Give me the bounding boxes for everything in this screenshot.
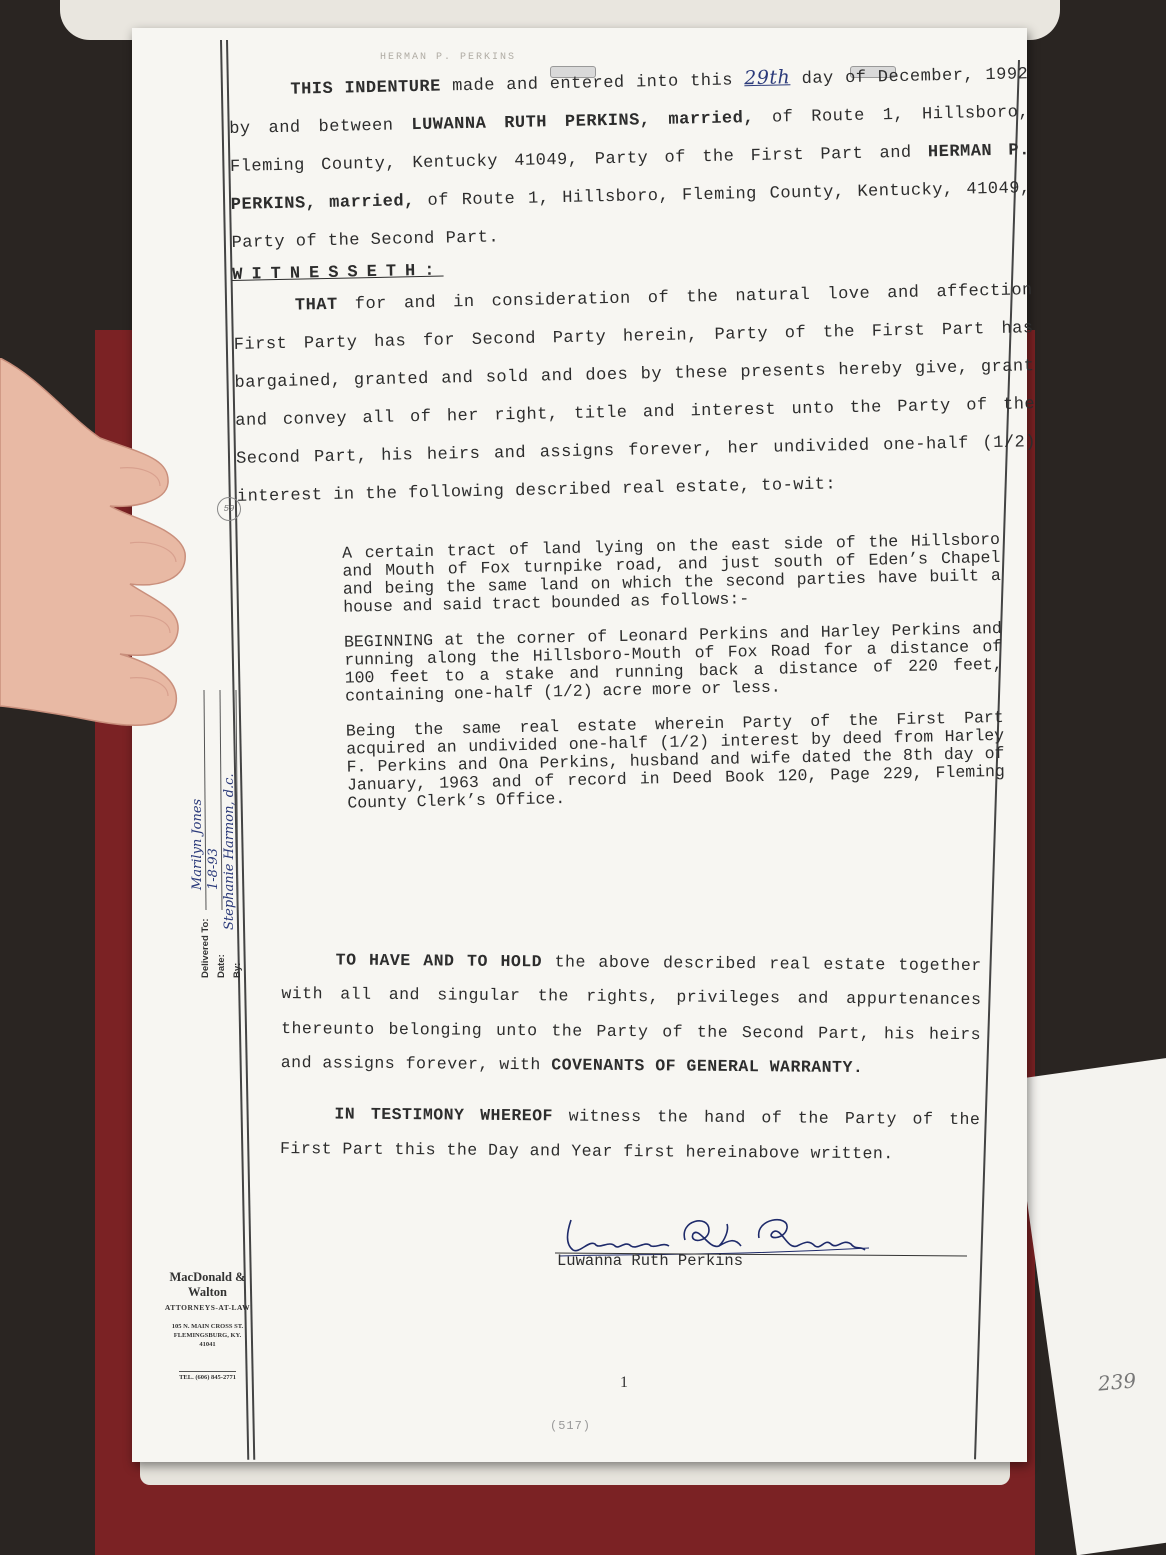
consideration-text: for and in consideration of the natural love and affection First Party has for Second Party herein, Party of the First Part has bargained, granted and sold and does by these presents hereby give, grant and convey all of her right, title and interest unto the Party of the Second Part, his heirs and assigns forever, her undivided one-half (1/2) interest in the following described real estate, to-wit: — [233, 281, 1037, 507]
intro-text: of Route 1, Hillsboro, Fleming County, Kentucky, 41049, Party of the Second Part. — [231, 179, 1031, 253]
intro-text: made and entered into this — [440, 71, 745, 97]
intro-paragraph — [228, 53, 1032, 263]
firm-address-line2: FLEMINGSBURG, KY. — [173, 1332, 242, 1339]
description-paragraph: A certain tract of land lying on the east side of the Hillsboro and Mouth of Fox turnpike road, and just south of Eden’s Chapel and being the same land on which the second parties have built a house and said tract bounded as follows:- — [341, 529, 1001, 617]
description-paragraph: Being the same real estate wherein Party of the First Part acquired an undivided one-half (1/2) interest by deed from Harley F. Perkins and Ona Perkins, husband and wife dated the 8th day of January, 1963 and of record in Deed Book 120, Page 229, Fleming County Clerk’s Office. — [345, 707, 1006, 813]
covenant-text: COVENANTS OF GENERAL WARRANTY. — [551, 1055, 864, 1078]
sequence-number: (517) — [550, 1419, 592, 1433]
handwritten-day: 29th — [744, 66, 791, 90]
first-party-name: LUWANNA RUTH PERKINS, married, — [411, 108, 755, 136]
property-description — [342, 531, 1005, 813]
signature-block — [555, 1210, 975, 1280]
that-lead: THAT — [294, 295, 338, 316]
second-party-name: HERMAN P. PERKINS, married, — [230, 141, 1031, 215]
deed-body — [228, 53, 1044, 832]
delivered-to-value: Marilyn Jones — [190, 798, 205, 890]
page-number: 1 — [620, 1374, 628, 1391]
date-label: Date: — [216, 954, 227, 978]
intro-text: day of December, 1992 by and between — [229, 65, 1029, 139]
by-label: By: — [232, 962, 243, 978]
testimony-text: witness the hand of the Party of the First Part this the Day and Year first hereinabove written. — [279, 1106, 981, 1163]
bleed-through-header: HERMAN P. PERKINS — [380, 52, 517, 63]
firm-address-line3: 41041 — [199, 1341, 216, 1348]
firm-address-line1: 105 N. MAIN CROSS ST. — [171, 1323, 244, 1330]
delivered-to-label: Delivered To: — [200, 918, 211, 978]
law-firm-block — [150, 1270, 265, 1384]
habendum-paragraph — [281, 942, 982, 1086]
deed-closing — [280, 926, 982, 1189]
firm-subtitle: ATTORNEYS-AT-LAW — [164, 1303, 251, 1312]
firm-name-line1: MacDonald & — [169, 1270, 246, 1284]
testimony-lead: IN TESTIMONY WHEREOF — [334, 1104, 554, 1126]
description-paragraph: BEGINNING at the corner of Leonard Perkins and Harley Perkins and running along the Hillsboro-Mouth of Fox Road for a distance of 100 feet to a stake and running back a distance of 220 feet, containing one-half (1/2) acre more or less. — [343, 618, 1003, 706]
loose-sheet-number: 239 — [1097, 1368, 1138, 1396]
date-value: 1-8-93 — [206, 848, 221, 890]
margin-page-mark: 59 — [217, 497, 241, 521]
consideration-paragraph — [233, 272, 1038, 517]
hand-holding-page — [0, 358, 190, 738]
habendum-text: the above described real estate together with all and singular the rights, privileges and appurtenances thereunto belonging unto the Party of the Second Part, his heirs and assigns forever, with — [280, 951, 982, 1075]
habendum-lead: TO HAVE AND TO HOLD — [335, 949, 543, 971]
indenture-lead: THIS INDENTURE — [290, 77, 442, 100]
signatory-name: Luwanna Ruth Perkins — [557, 1252, 744, 1270]
firm-name-line2: Walton — [188, 1285, 227, 1299]
firm-telephone: TEL. (606) 845-2771 — [179, 1371, 236, 1381]
witnesseth-heading: WITNESSETH: — [232, 261, 444, 285]
by-value: Stephanie Harmon, d.c. — [222, 773, 237, 930]
testimony-paragraph — [280, 1097, 981, 1172]
intro-text: of Route 1, Hillsboro, Fleming County, Kentucky 41049, Party of the First Part and — [229, 103, 1030, 177]
delivery-stamp — [190, 690, 270, 990]
